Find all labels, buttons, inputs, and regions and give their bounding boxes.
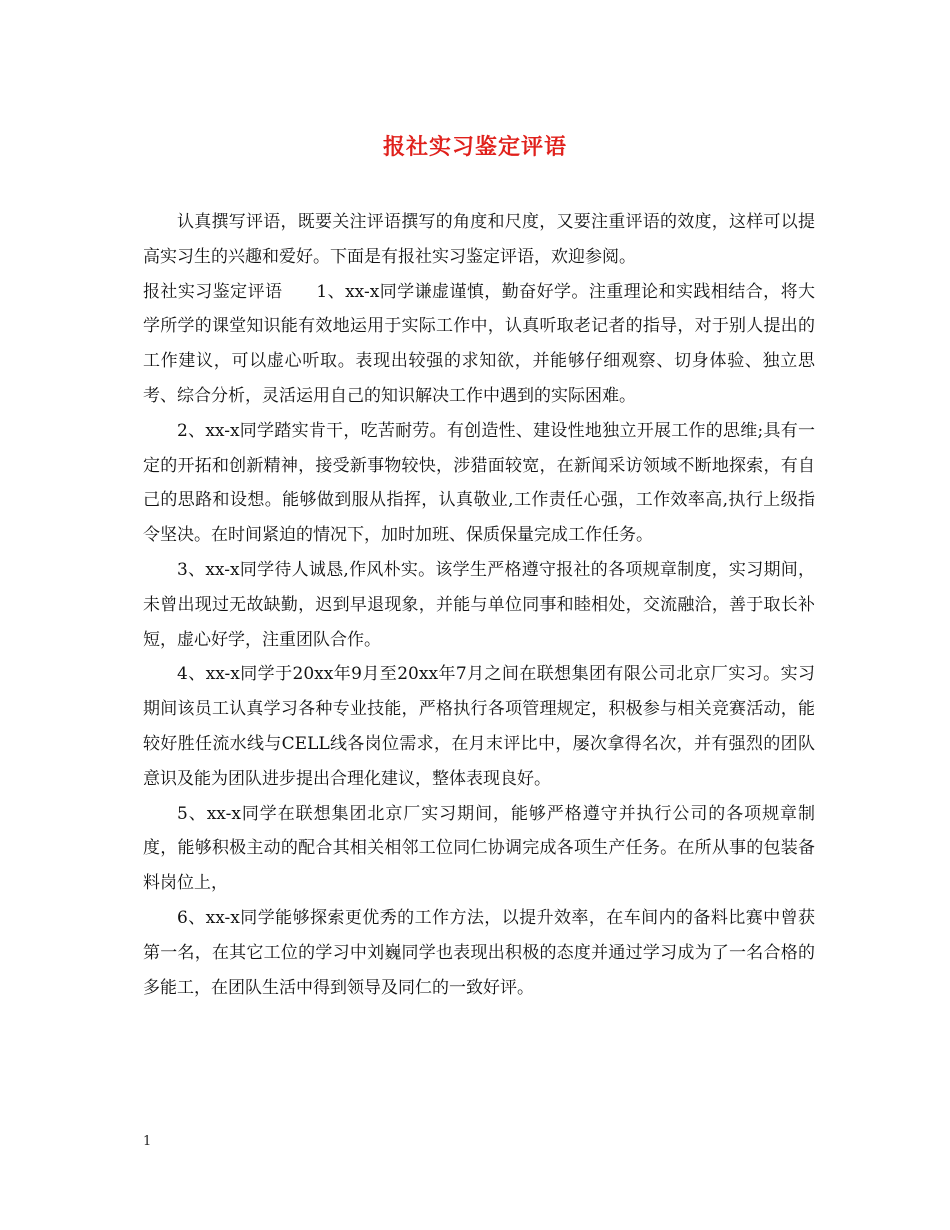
intro-paragraph: 认真撰写评语，既要关注评语撰写的角度和尺度，又要注重评语的效度，这样可以提高实习生的兴趣和爱好。下面是有报社实习鉴定评语，欢迎参阅。 [143, 212, 815, 267]
paragraph-4: 4、xx-x同学于20xx年9月至20xx年7月之间在联想集团有限公司北京厂实习。实习期间该员工认真学习各种专业技能，严格执行各项管理规定，积极参与相关竞赛活动，能较好胜任流水线与CELL线各岗位需求，在月末评比中，屡次拿得名次，并有强烈的团队意识及能为团队进步提出合理化建议，整体表现良好。 [143, 664, 815, 789]
document-title: 报社实习鉴定评语 [382, 134, 567, 160]
section-heading: 报社实习鉴定评语 [143, 281, 283, 302]
document-body [143, 205, 815, 1005]
paragraph-1 [143, 275, 815, 414]
paragraph-5: 5、xx-x同学在联想集团北京厂实习期间，能够严格遵守并执行公司的各项规章制度，能够积极主动的配合其相关相邻工位同仁协调完成各项生产任务。在所从事的包装备料岗位上， [143, 803, 815, 894]
paragraph-3: 3、xx-x同学待人诚恳,作风朴实。该学生严格遵守报社的各项规章制度，实习期间，未曾出现过无故缺勤，迟到早退现象，并能与单位同事和睦相处，交流融洽，善于取长补短，虚心好学，注重团队合作。 [143, 559, 815, 650]
paragraph-6: 6、xx-x同学能够探索更优秀的工作方法，以提升效率，在车间内的备料比赛中曾获第一名，在其它工位的学习中刘巍同学也表现出积极的态度并通过学习成为了一名合格的多能工，在团队生活中得到领导及同仁的一致好评。 [143, 907, 815, 998]
paragraph-1-text: 1、xx-x同学谦虚谨慎，勤奋好学。注重理论和实践相结合，将大学所学的课堂知识能有效地运用于实际工作中，认真听取老记者的指导，对于别人提出的工作建议，可以虚心听取。表现出较强的求知欲，并能够仔细观察、切身体验、独立思考、综合分析，灵活运用自己的知识解决工作中遇到的实际困难。 [143, 281, 815, 406]
paragraph-2: 2、xx-x同学踏实肯干，吃苦耐劳。有创造性、建设性地独立开展工作的思维;具有一定的开拓和创新精神，接受新事物较快，涉猎面较宽，在新闻采访领域不断地探索，有自己的思路和设想。能够做到服从指挥，认真敬业,工作责任心强，工作效率高,执行上级指令坚决。在时间紧迫的情况下，加时加班、保质保量完成工作任务。 [143, 420, 815, 546]
page-number: 1 [143, 1134, 152, 1149]
